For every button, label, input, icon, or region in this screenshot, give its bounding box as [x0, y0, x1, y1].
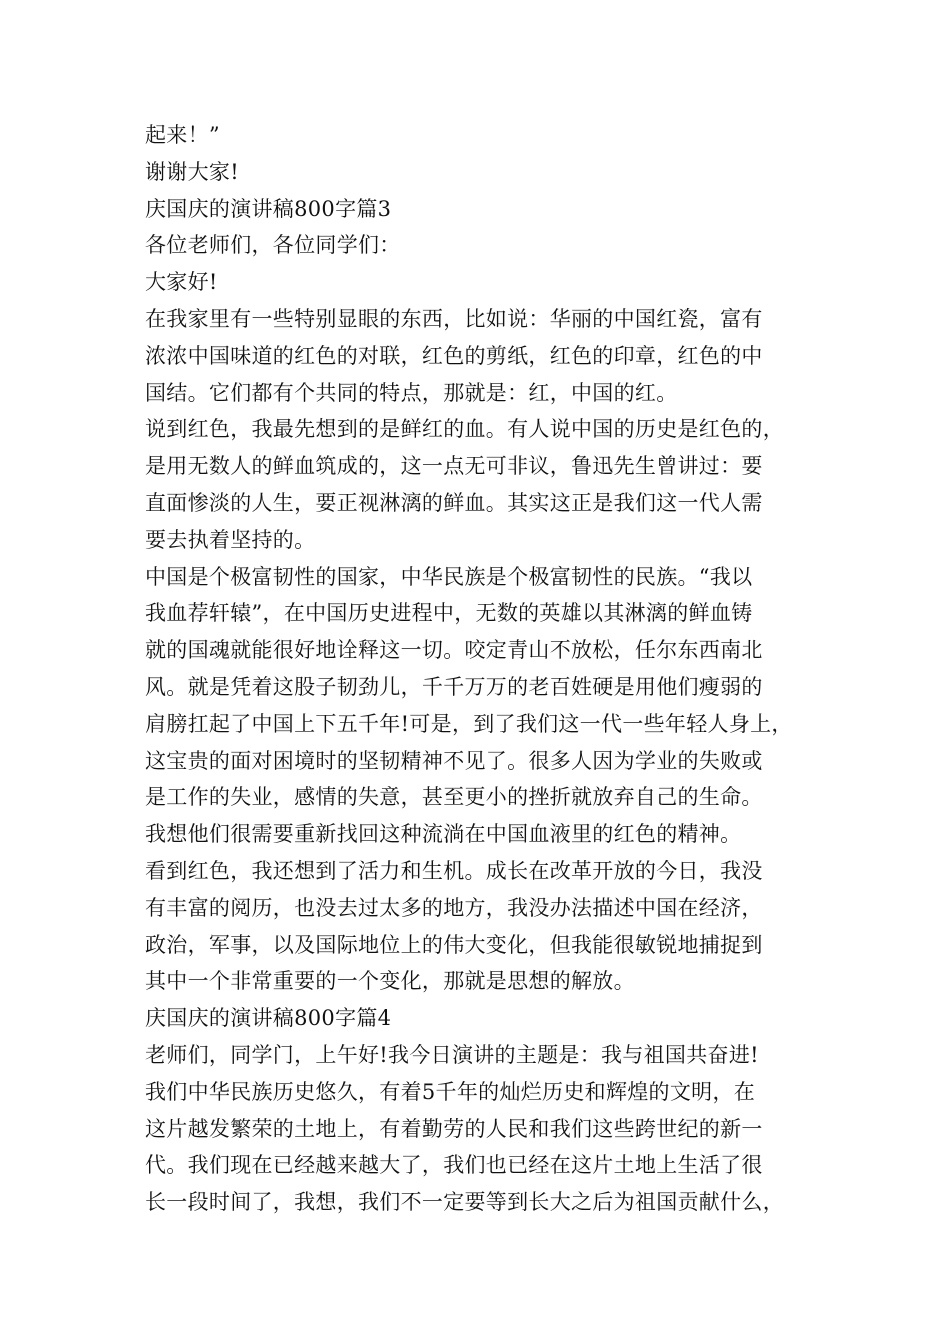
text-line: 看到红色，我还想到了活力和生机。成长在改革开放的今日，我没	[145, 858, 763, 883]
text-line: 大家好!	[145, 270, 218, 295]
text-line: 风。就是凭着这股子韧劲儿，千千万万的老百姓硬是用他们瘦弱的	[145, 674, 763, 699]
text-line: 老师们，同学门，上午好!我今日演讲的主题是：我与祖国共奋进!	[145, 1042, 759, 1067]
text-line: 肩膀扛起了中国上下五千年!可是，到了我们这一代一些年轻人身上，	[145, 711, 793, 736]
text-line: 我们中华民族历史悠久，有着5千年的灿烂历史和辉煌的文明，在	[145, 1079, 756, 1104]
text-line: 浓浓中国味道的红色的对联，红色的剪纸，红色的印章，红色的中	[145, 343, 763, 368]
text-line: 其中一个非常重要的一个变化，那就是思想的解放。	[145, 969, 635, 994]
text-line: 政治，军事，以及国际地位上的伟大变化，但我能很敏锐地捕捉到	[145, 932, 763, 957]
section-heading: 庆国庆的演讲稿800字篇4	[145, 1006, 392, 1031]
document-page	[145, 117, 835, 1221]
text-line: 在我家里有一些特别显眼的东西，比如说：华丽的中国红瓷，富有	[145, 306, 763, 331]
text-line: 这宝贵的面对困境时的坚韧精神不见了。很多人因为学业的失败或	[145, 748, 763, 773]
text-line: 是工作的失业，感情的失意，甚至更小的挫折就放弃自己的生命。	[145, 785, 763, 810]
text-line: 要去执着坚持的。	[145, 527, 316, 552]
text-line: 起来！”	[145, 123, 220, 147]
text-line: 是用无数人的鲜血筑成的，这一点无可非议，鲁迅先生曾讲过：要	[145, 454, 763, 479]
text-line: 各位老师们，各位同学们：	[145, 233, 401, 258]
text-line: 说到红色，我最先想到的是鲜红的血。有人说中国的历史是红色的，	[145, 417, 784, 442]
text-line: 长一段时间了，我想，我们不一定要等到长大之后为祖国贡献什么，	[145, 1190, 784, 1215]
text-line: 直面惨淡的人生，要正视淋漓的鲜血。其实这正是我们这一代人需	[145, 490, 763, 515]
text-line: 就的国魂就能很好地诠释这一切。咬定青山不放松，任尔东西南北	[145, 638, 763, 663]
text-line: 代。我们现在已经越来越大了，我们也已经在这片土地上生活了很	[145, 1153, 763, 1178]
text-line: 我血荐轩辕”，在中国历史进程中，无数的英雄以其淋漓的鲜血铸	[145, 601, 753, 626]
text-line: 我想他们很需要重新找回这种流淌在中国血液里的红色的精神。	[145, 822, 742, 847]
text-line: 国结。它们都有个共同的特点，那就是：红，中国的红。	[145, 380, 678, 405]
text-line: 中国是个极富韧性的国家，中华民族是个极富韧性的民族。“我以	[145, 564, 753, 589]
text-line: 这片越发繁荣的土地上，有着勤劳的人民和我们这些跨世纪的新一	[145, 1116, 763, 1141]
text-line: 谢谢大家!	[145, 159, 239, 184]
text-line: 有丰富的阅历，也没去过太多的地方，我没办法描述中国在经济，	[145, 895, 763, 920]
section-heading: 庆国庆的演讲稿800字篇3	[145, 196, 392, 221]
